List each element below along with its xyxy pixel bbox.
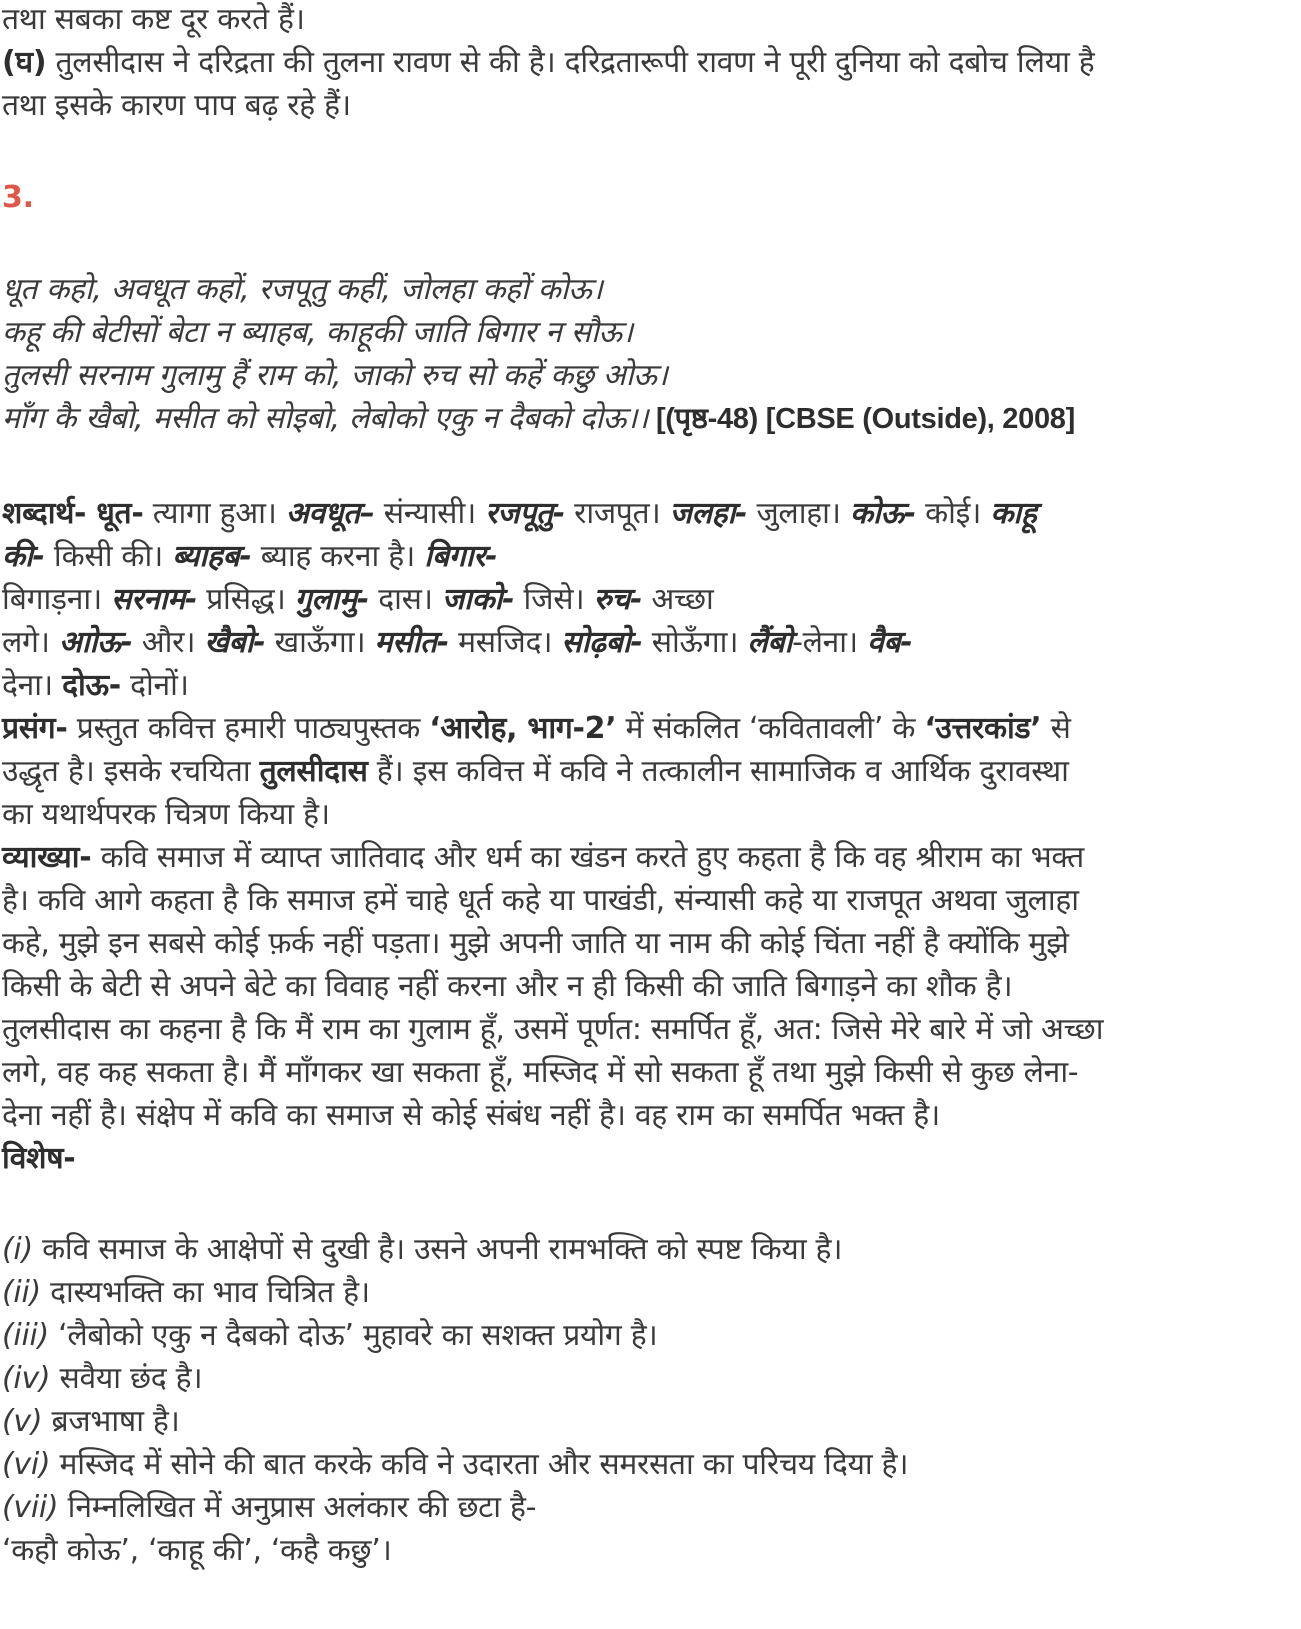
gha-paragraph-line: तथा इसके कारण पाप बढ़ रहे हैं। xyxy=(2,88,351,123)
prasang-heading: प्रसंग- xyxy=(2,711,68,746)
text-run: त्यागा हुआ। xyxy=(143,496,286,531)
vishesh-item: (i) कवि समाज के आक्षेपों से दुखी है। उसने अपनी रामभक्ति को स्पष्ट किया है। xyxy=(2,1232,843,1267)
text-run: दास। xyxy=(368,582,442,617)
vishesh-last-line: ‘कहौ कोऊ’, ‘काहू की’, ‘कहै कछु’। xyxy=(2,1533,392,1568)
intro-line: तथा सबका कष्ट दूर करते हैं। xyxy=(2,2,305,37)
text-run: अच्छा xyxy=(642,582,714,617)
gha-label: (घ) xyxy=(2,45,47,80)
term-label: वैब- xyxy=(867,625,913,660)
vyakhya-line: है। कवि आगे कहता है कि समाज हमें चाहे धूर्त कहे या पाखंडी, संन्यासी कहे या राजपूत अथवा जुलाहा xyxy=(2,883,1079,918)
term-label: ‘उत्तरकांड’ xyxy=(924,711,1042,746)
text-run: उद्धृत है। इसके रचयिता xyxy=(2,754,260,789)
term-label: आोऊ- xyxy=(58,625,133,660)
text-run: -लेना। xyxy=(792,625,868,660)
term-label: खैबो- xyxy=(204,625,266,660)
vishesh-item: (v) ब्रजभाषा है। xyxy=(2,1404,180,1439)
text-run: ब्याह करना है। xyxy=(251,539,425,574)
text-run: प्रसिद्ध। xyxy=(197,582,295,617)
poem-line: धूत कहो, अवधूत कहों, रजपूतु कहीं, जोलहा कहों कोऊ। xyxy=(2,272,603,307)
text-run: जुलाहा। xyxy=(747,496,850,531)
vyakhya-heading: व्याख्या- xyxy=(2,840,92,875)
vyakhya-line: किसी के बेटी से अपने बेटे का विवाह नहीं करना और न ही किसी की जाति बिगाड़ने का शौक है। xyxy=(2,969,1013,1004)
vyakhya-line: व्याख्या- कवि समाज में व्याप्त जातिवाद और धर्म का खंडन करते हुए कहता है कि वह श्रीराम का भक्त xyxy=(2,840,1084,875)
term-label: कोऊ- xyxy=(849,496,916,531)
text-run: जिसे। xyxy=(514,582,594,617)
poem-line: तुलसी सरनाम गुलामु हैं राम को, जाको रुच सो कहें कछु ओऊ। xyxy=(2,358,668,393)
term-label: रुच- xyxy=(593,582,643,617)
text-run: राजपूत। xyxy=(564,496,670,531)
vishesh-item: (iv) सवैया छंद है। xyxy=(2,1361,203,1396)
vyakhya-line: कहे, मुझे इन सबसे कोई फ़र्क नहीं पड़ता। मुझे अपनी जाति या नाम की कोई चिंता नहीं है क्योंकि मुझे xyxy=(2,926,1069,961)
text-run: किसी की। xyxy=(44,539,173,574)
poem-line: माँग कै खैबो, मसीत को सोइबो, लेबोको एकु न दैबको दोऊ।। [(पृष्ठ-48) [CBSE (Outside), 2008] xyxy=(2,401,1075,436)
shabdarth-line xyxy=(2,623,912,663)
shabdarth-line xyxy=(2,537,497,577)
vishesh-item: (vii) निम्नलिखित में अनुप्रास अलंकार की छटा है- xyxy=(2,1490,537,1525)
term-label: काहू xyxy=(990,496,1037,531)
prasang-line: का यथार्थपरक चित्रण किया है। xyxy=(2,797,330,832)
term-label: जलहा- xyxy=(669,496,748,531)
term-label: बिगार- xyxy=(424,539,498,574)
term-label: सोढ़बो- xyxy=(561,625,643,660)
text-run: लगे। xyxy=(2,625,59,660)
term-label: मसीत- xyxy=(374,625,449,660)
shabdarth-line xyxy=(2,494,1036,534)
text-run: में संकलित ‘कवितावली’ के xyxy=(616,711,925,746)
term-label: ब्याहब- xyxy=(172,539,252,574)
vishesh-item: (ii) दास्यभक्ति का भाव चित्रित है। xyxy=(2,1275,370,1310)
text-run: प्रस्तुत कवित्त हमारी पाठ्यपुस्तक xyxy=(67,711,430,746)
vishesh-item: (iii) ‘लैबोको एकु न दैबको दोऊ’ मुहावरे का सशक्त प्रयोग है। xyxy=(2,1318,658,1353)
shabdarth-line xyxy=(2,580,714,620)
vyakhya-line: लगे, वह कह सकता है। मैं माँगकर खा सकता हूँ, मस्जिद में सो सकता हूँ तथा मुझे किसी से कुछ लेना- xyxy=(2,1055,1079,1090)
term-label: गुलामु- xyxy=(294,582,369,617)
poem-citation: [(पृष्ठ-48) [CBSE (Outside), 2008] xyxy=(648,403,1075,435)
shabdarth-line xyxy=(2,666,189,706)
term-label: लैंबो xyxy=(747,625,793,660)
text-run: हैं। इस कवित्त में कवि ने तत्कालीन सामाजिक व आर्थिक दुरावस्था xyxy=(367,754,1069,789)
vishesh-item: (vi) मस्जिद में सोने की बात करके कवि ने उदारता और समरसता का परिचय दिया है। xyxy=(2,1447,909,1482)
text-run: दोनों। xyxy=(120,668,189,703)
text-run: मसजिद। xyxy=(448,625,562,660)
poem-line: कहू की बेटीसों बेटा न ब्याहब, काहूकी जाति बिगार न सौऊ। xyxy=(2,315,633,350)
text-run: से xyxy=(1041,711,1071,746)
term-label: की- xyxy=(2,539,45,574)
text-run: देना। xyxy=(2,668,63,703)
shabdarth-heading: शब्दार्थ- xyxy=(2,496,87,531)
vishesh-heading: विशेष- xyxy=(2,1141,76,1176)
prasang-line xyxy=(2,709,1071,749)
term-label: रजपूतु- xyxy=(485,496,565,531)
text-run: बिगाड़ना। xyxy=(2,582,112,617)
term-label: धूत- xyxy=(86,496,144,531)
text-run: खाऊँगा। xyxy=(265,625,375,660)
text-run: सोऊँगा। xyxy=(642,625,748,660)
vyakhya-line: तुलसीदास का कहना है कि मैं राम का गुलाम हूँ, उसमें पूर्णत: समर्पित हूँ, अत: जिसे मेरे बारे में जो अच्छा xyxy=(2,1012,1104,1047)
prasang-line xyxy=(2,752,1069,792)
term-label: ‘आरोह, भाग-2’ xyxy=(429,711,617,746)
term-label: सरनाम- xyxy=(111,582,198,617)
gha-paragraph-line: (घ) तुलसीदास ने दरिद्रता की तुलना रावण से की है। दरिद्रतारूपी रावण ने पूरी दुनिया को दबोच लिया है xyxy=(2,45,1095,80)
text-run: और। xyxy=(132,625,205,660)
text-run: कोई। xyxy=(915,496,991,531)
vyakhya-line: देना नहीं है। संक्षेप में कवि का समाज से कोई संबंध नहीं है। वह राम का समर्पित भक्त है। xyxy=(2,1098,941,1133)
text-run: संन्यासी। xyxy=(374,496,486,531)
term-label: जाको- xyxy=(441,582,515,617)
term-label: तुलसीदास xyxy=(259,754,368,789)
section-number: 3. xyxy=(2,180,34,215)
term-label: दोऊ- xyxy=(62,668,121,703)
term-label: अवधूत– xyxy=(285,496,375,531)
